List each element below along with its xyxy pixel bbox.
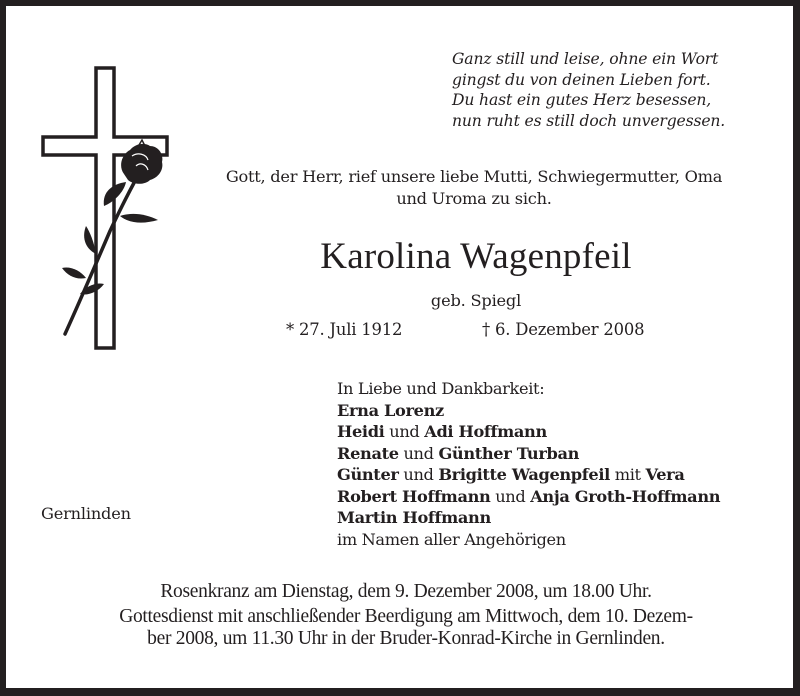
poem-line: Du hast ein gutes Herz besessen,: [452, 91, 712, 109]
mourners-heading: In Liebe und Dankbarkeit:: [337, 379, 545, 398]
connector-text: und: [398, 465, 439, 484]
poem-line: Ganz still und leise, ohne ein Wort: [452, 50, 719, 68]
mourner-line: [337, 443, 720, 465]
mourner-name: Brigitte Wagenpfeil: [438, 465, 610, 484]
mourner-name: Anja Groth-Hoffmann: [530, 486, 721, 506]
mourner-line: [337, 486, 720, 508]
maiden-name: geb. Spiegl: [430, 291, 522, 310]
death-date: † 6. Dezember 2008: [482, 320, 645, 339]
poem-line: nun ruht es still doch unvergessen.: [452, 111, 726, 130]
mourner-name: Erna Lorenz: [337, 400, 444, 420]
mourner-line: [337, 421, 720, 443]
place-name: Gernlinden: [41, 504, 131, 523]
connector-text: und: [490, 486, 531, 506]
mourners-list: [337, 378, 720, 550]
mourner-name: Günther Turban: [438, 443, 580, 463]
funeral-info-line-1: Gottesdienst mit anschließender Beerdigung am Mittwoch, dem 10. Dezem-: [119, 606, 693, 627]
mourner-name: Heidi: [337, 422, 385, 441]
mourner-name: Adi Hoffmann: [424, 422, 547, 441]
mourners-footer: im Namen aller Angehörigen: [337, 529, 566, 549]
poem-line: gingst du von deinen Lieben fort.: [452, 70, 711, 89]
announcement-line-1: Gott, der Herr, rief unsere liebe Mutti, Schwiegermutter, Oma: [225, 167, 723, 186]
connector-text: und: [384, 422, 425, 441]
announcement-text: [174, 166, 774, 210]
rosary-info: Rosenkranz am Dienstag, dem 9. Dezember 2008, um 18.00 Uhr.: [160, 581, 652, 602]
mourner-line: [337, 507, 720, 529]
mourner-name: Robert Hoffmann: [337, 486, 491, 506]
memorial-poem: [452, 49, 725, 131]
connector-text: und: [398, 443, 439, 463]
mourner-name: Vera: [645, 465, 685, 484]
mourner-line: [337, 400, 720, 422]
announcement-line-2: und Uroma zu sich.: [396, 189, 552, 208]
mourner-name: Martin Hoffmann: [337, 508, 491, 527]
connector-text: mit: [609, 465, 646, 484]
funeral-info-line-2: ber 2008, um 11.30 Uhr in der Bruder-Konrad-Kirche in Gernlinden.: [147, 628, 665, 649]
mourner-lines: [337, 400, 720, 529]
birth-date: * 27. Juli 1912: [286, 320, 403, 339]
mourner-name: Renate: [337, 443, 399, 463]
cross-with-rose-icon: [40, 66, 170, 352]
mourner-name: Günter: [337, 465, 399, 484]
deceased-name: Karolina Wagenpfeil: [320, 236, 632, 277]
obituary-notice: [6, 6, 793, 688]
mourner-line: [337, 464, 720, 486]
service-details: [16, 581, 796, 650]
